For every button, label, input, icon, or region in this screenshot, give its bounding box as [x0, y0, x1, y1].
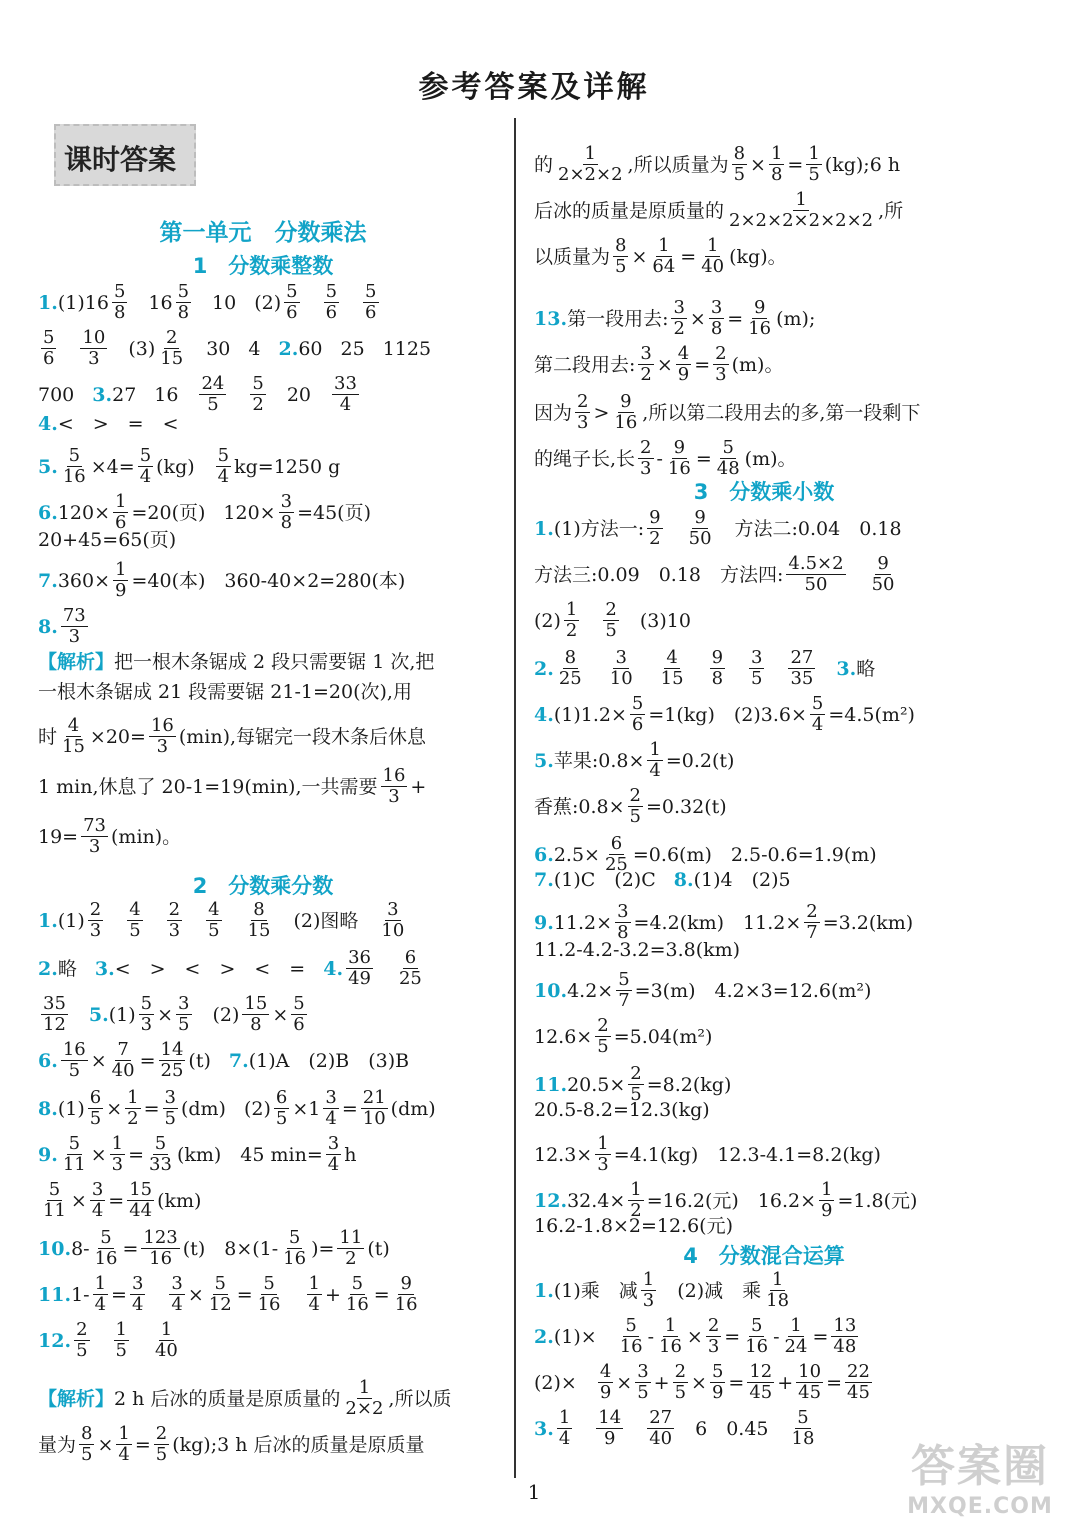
answer-line: 7. (1)C (2)C 8. (1)4 (2)5: [534, 869, 791, 891]
answer-line: 11. 20.5× $\frac{2}{5}$ =8.2(kg): [534, 1063, 732, 1105]
answer-line: 16.2-1.8×2=12.6(元): [534, 1215, 733, 1237]
badge-label: 课时答案: [64, 143, 177, 176]
answer-line: 方法三:0.09 0.18 方法四: $\frac{4.5\times 2}{50}$ $\frac{9}{50}$: [534, 553, 895, 595]
answer-line: 13. 第一段用去: $\frac{3}{2}$ × $\frac{3}{8}$ = $\frac{9}{16}$ (m);: [534, 297, 816, 339]
answer-line: (2)× $\frac{4}{9}$ × $\frac{3}{5}$ + $\frac{2}{5}$ × $\frac{5}{9}$ = $\frac{12}{45}$ + $\frac{10}{45}$ = $\frac{22}{45}$: [534, 1361, 870, 1403]
answer-line: 20+45=65(页): [38, 529, 177, 551]
answer-line: 12.3× $\frac{1}{3}$ =4.1(kg) 12.3-4.1=8.2(kg): [534, 1133, 881, 1175]
explanation-line: 19= $\frac{73}{3}$ (min)。: [38, 815, 182, 857]
answer-line: 第二段用去: $\frac{3}{2}$ × $\frac{4}{9}$ = $\frac{2}{3}$ (m)。: [534, 343, 784, 385]
explanation-line: 后冰的质量是原质量的 $\frac{1}{2\times 2\times 2\times 2\times 2\times 2}$ ,所: [534, 189, 904, 231]
answer-line: 香蕉:0.8× $\frac{2}{5}$ =0.32(t): [534, 785, 727, 827]
answer-line: 1. (1)乘 减 $\frac{1}{3}$ (2)减 乘 $\frac{1}{18}$: [534, 1269, 790, 1311]
answer-line: (2) $\frac{1}{2}$ $\frac{2}{5}$ (3)10: [534, 599, 691, 641]
answer-line: $\frac{35}{12}$ 5. (1) $\frac{5}{3}$ × $\frac{3}{5}$ (2) $\frac{15}{8}$ × $\frac{5}{6}$: [43, 993, 305, 1035]
explanation-line: 以质量为 $\frac{8}{5}$ × $\frac{1}{64}$ = $\frac{1}{40}$ (kg)。: [534, 235, 787, 277]
answer-line: 的绳子长,长 $\frac{2}{3}$ - $\frac{9}{16}$ = $\frac{5}{48}$ (m)。: [534, 437, 797, 479]
answer-line: 5. $\frac{5}{16}$ ×4= $\frac{5}{4}$ (kg) $\frac{5}{4}$ kg=1250 g: [38, 445, 341, 487]
explanation-line: 量为 $\frac{8}{5}$ × $\frac{1}{4}$ = $\frac{2}{5}$ (kg);3 h 后冰的质量是原质量: [38, 1423, 425, 1465]
page-title: 参考答案及详解: [418, 70, 650, 105]
answer-line: 1. (1)16 $\frac{5}{8}$ 16 $\frac{5}{8}$ 10 (2) $\frac{5}{6}$ $\frac{5}{6}$ $\frac{5}{6}$: [38, 281, 377, 323]
explanation-line: 1 min,休息了 20-1=19(min),一共需要 $\frac{16}{3}$ +: [38, 765, 427, 807]
answer-line: 7. 360× $\frac{1}{9}$ =40(本) 360-40×2=280(本): [38, 559, 406, 601]
answer-line: 12. $\frac{2}{5}$ $\frac{1}{5}$ $\frac{1}{40}$: [38, 1319, 178, 1361]
section-heading-4: 4 分数混合运算: [683, 1244, 845, 1268]
answer-line: 4. (1)1.2× $\frac{5}{6}$ =1(kg) (2)3.6× $\frac{5}{4}$ =4.5(m²): [534, 693, 915, 735]
answer-line: 10. 4.2× $\frac{5}{7}$ =3(m) 4.2×3=12.6(m²): [534, 969, 872, 1011]
answer-line: 12. 32.4× $\frac{1}{2}$ =16.2(元) 16.2× $\frac{1}{9}$ =1.8(元): [534, 1179, 918, 1221]
section-heading-2: 2 分数乘分数: [192, 874, 334, 898]
answer-line: 9. 11.2× $\frac{3}{8}$ =4.2(km) 11.2× $\frac{2}{7}$ =3.2(km): [534, 901, 914, 943]
unit-heading: 第一单元 分数乘法: [159, 220, 367, 246]
answer-line: $\frac{5}{11}$ × $\frac{3}{4}$ = $\frac{15}{44}$ (km): [43, 1179, 202, 1221]
column-divider: [514, 118, 516, 1478]
answer-line: 9. $\frac{5}{11}$ × $\frac{1}{3}$ = $\frac{5}{33}$ (km) 45 min= $\frac{3}{4}$ h: [38, 1133, 357, 1175]
answer-line: 6. 120× $\frac{1}{6}$ =20(页) 120× $\frac{3}{8}$ =45(页): [38, 491, 371, 533]
explanation-line: 时 $\frac{4}{15}$ ×20= $\frac{16}{3}$ (min),每锯完一段木条后休息: [38, 715, 427, 757]
answer-line: 20.5-8.2=12.3(kg): [534, 1099, 710, 1121]
answer-line: 2. $\frac{8}{25}$ $\frac{3}{10}$ $\frac{4}{15}$ $\frac{9}{8}$ $\frac{3}{5}$ $\frac{27}{35}$ 3. 略: [534, 647, 876, 689]
explanation-line: 的 $\frac{1}{2\times 2\times 2}$ ,所以质量为 $\frac{8}{5}$ × $\frac{1}{8}$ = $\frac{1}{5}$ (kg);6 h: [534, 143, 901, 185]
watermark-logo: 答案圈 MXQE.COM: [907, 1441, 1053, 1519]
explanation-line: 一根木条锯成 21 段需要锯 21-1=20(次),用: [38, 681, 412, 703]
answer-line: 1. (1)方法一: $\frac{9}{2}$ $\frac{9}{50}$ 方法二:0.04 0.18: [534, 507, 902, 549]
answer-line: 12.6× $\frac{2}{5}$ =5.04(m²): [534, 1015, 713, 1057]
answer-line: 11. 1- $\frac{1}{4}$ = $\frac{3}{4}$ $\frac{3}{4}$ × $\frac{5}{12}$ = $\frac{5}{16}$ $\frac{1}{4}$ + $\frac{5}{16}$ = $\frac{9}{16}$: [38, 1273, 418, 1315]
answer-line: 4. < > = <: [38, 413, 179, 435]
section-badge: [54, 124, 196, 186]
answer-line: 700 3. 27 16 $\frac{24}{5}$ $\frac{5}{2}$ 20 $\frac{33}{4}$: [38, 373, 357, 415]
explanation-line: 【解析】 把一根木条锯成 2 段只需要锯 1 次,把: [38, 651, 435, 673]
answer-line: 2. (1)× $\frac{5}{16}$ - $\frac{1}{16}$ × $\frac{2}{3}$ = $\frac{5}{16}$ - $\frac{1}{24}$ = $\frac{13}{48}$: [534, 1315, 857, 1357]
section-heading-1: 1 分数乘整数: [192, 254, 334, 278]
answer-line: 5. 苹果:0.8× $\frac{1}{4}$ =0.2(t): [534, 739, 735, 781]
answer-line: 6. 2.5× $\frac{6}{25}$ =0.6(m) 2.5-0.6=1.9(m): [534, 833, 877, 875]
answer-line: $\frac{5}{6}$ $\frac{10}{3}$ (3) $\frac{2}{15}$ 30 4 2. 60 25 1125: [43, 327, 432, 369]
answer-line: 2. 略 3. < > < > < = 4. $\frac{36}{49}$ $\frac{6}{25}$: [38, 947, 422, 989]
answer-line: 8. $\frac{73}{3}$: [38, 605, 86, 647]
answer-line: 因为 $\frac{2}{3}$ > $\frac{9}{16}$ ,所以第二段用去的多,第一段剩下: [534, 391, 921, 433]
answer-line: 6. $\frac{16}{5}$ × $\frac{7}{40}$ = $\frac{14}{25}$ (t) 7. (1)A (2)B (3)B: [38, 1039, 410, 1081]
answer-line: 8. (1) $\frac{6}{5}$ × $\frac{1}{2}$ = $\frac{3}{5}$ (dm) (2) $\frac{6}{5}$ ×1 $\frac{3}{4}$ = $\frac{21}{10}$ (dm): [38, 1087, 436, 1129]
explanation-line: 【解析】 2 h 后冰的质量是原质量的 $\frac{1}{2\times 2}$ ,所以质: [38, 1377, 452, 1419]
answer-line: 11.2-4.2-3.2=3.8(km): [534, 939, 741, 961]
answer-line: 3. $\frac{1}{4}$ $\frac{14}{9}$ $\frac{27}{40}$ 6 0.45 $\frac{5}{18}$: [534, 1407, 815, 1449]
answer-line: 1. (1) $\frac{2}{3}$ $\frac{4}{5}$ $\frac{2}{3}$ $\frac{4}{5}$ $\frac{8}{15}$ (2)图略 $\frac{3}{10}$: [38, 899, 405, 941]
page-number: 1: [527, 1480, 541, 1504]
section-heading-3: 3 分数乘小数: [693, 480, 835, 504]
answer-line: 10. 8- $\frac{5}{16}$ = $\frac{123}{16}$ (t) 8×(1- $\frac{5}{16}$ )= $\frac{11}{2}$ (t): [38, 1227, 390, 1269]
